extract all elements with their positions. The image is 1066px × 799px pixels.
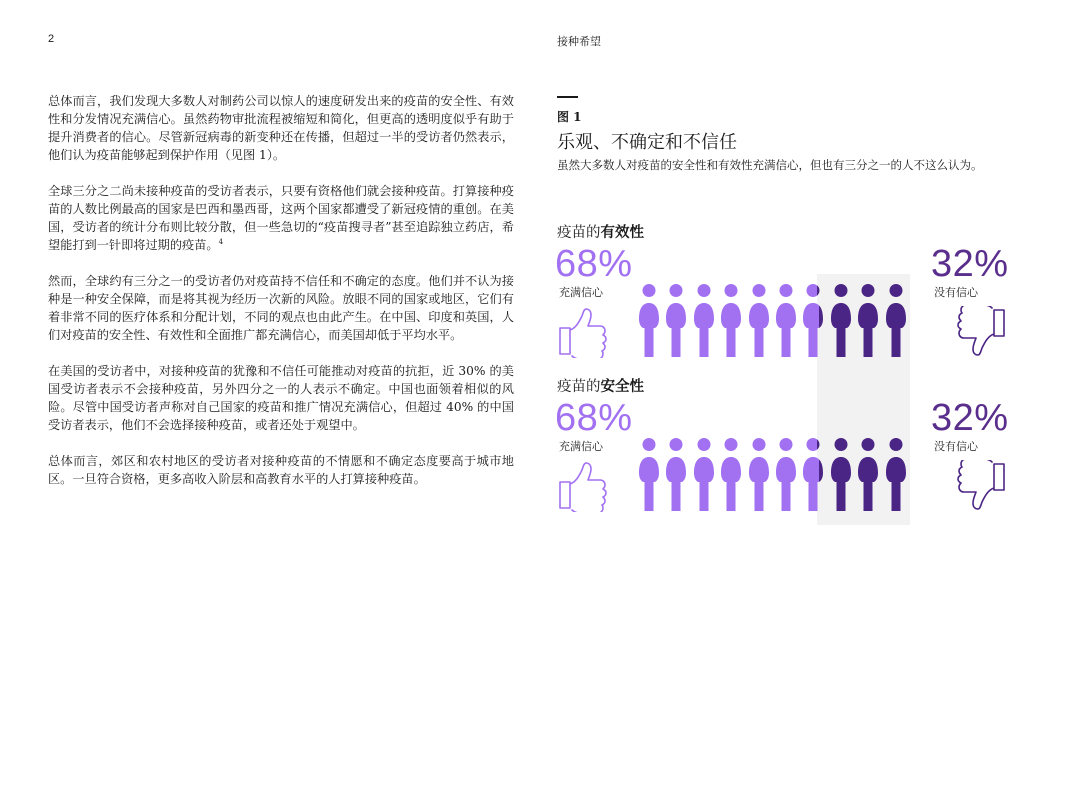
person-icon	[636, 284, 662, 364]
block-heading-safety	[557, 375, 644, 396]
people-pictogram-safety	[636, 438, 916, 518]
figure-title: 乐观、不确定和不信任	[557, 132, 737, 153]
person-icon	[718, 284, 744, 364]
footnote-ref: 4	[218, 237, 224, 246]
not-confident-percent: 32%	[931, 243, 1009, 285]
not-confident-label: 没有信心	[934, 440, 978, 453]
paragraph-3: 然而，全球约有三分之一的受访者仍对疫苗持不信任和不确定的态度。他们并不认为接种是一种安全保障，而是将其视为经历一次新的风险。放眼不同的国家或地区，它们有着非常不同的医疗体系和分配计划，不同的观点也由此产生。在中国、印度和英国，人们对疫苗的安全性、有效性和全面推广都充满信心，而美国却低于平均水平。	[48, 274, 514, 342]
paragraph-4: 在美国的受访者中，对接种疫苗的犹豫和不信任可能推动对疫苗的抗拒，近 30% 的美国受访者表示不会接种疫苗，另外四分之一的人表示不确定。中国也面领着相似的风险。尽管中国受访者声称对自己国家的疫苗和推广情况充满信心，但超过 40% 的中国受访者表示，他们不会选择接种疫苗，或者还处于观望中。	[48, 364, 514, 432]
figure-label: 图 1	[557, 110, 582, 124]
confident-label: 充满信心	[559, 440, 603, 453]
person-icon	[773, 284, 799, 364]
person-icon	[828, 284, 854, 364]
confident-label: 充满信心	[559, 286, 603, 299]
thumbs-down-icon	[957, 306, 1007, 358]
person-icon	[800, 284, 826, 364]
block-heading-prefix: 疫苗的	[557, 379, 601, 395]
block-heading-bold: 有效性	[600, 224, 644, 241]
person-icon	[636, 438, 662, 518]
person-icon	[746, 284, 772, 364]
figure-subtitle: 虽然大多数人对疫苗的安全性和有效性充满信心，但也有三分之一的人不这么认为。	[557, 158, 983, 172]
not-confident-percent: 32%	[931, 397, 1009, 439]
person-icon	[718, 438, 744, 518]
figure-rule	[557, 96, 578, 98]
body-text	[48, 92, 514, 506]
block-heading-prefix: 疫苗的	[557, 225, 601, 241]
person-icon	[663, 284, 689, 364]
confident-percent: 68%	[555, 243, 633, 285]
person-icon	[883, 284, 909, 364]
person-icon	[691, 438, 717, 518]
paragraph-2	[48, 182, 514, 254]
person-icon	[855, 284, 881, 364]
paragraph-1: 总体而言，我们发现大多数人对制药公司以惊人的速度研发出来的疫苗的安全性、有效性和分发情况充满信心。虽然药物审批流程被缩短和简化，但更高的透明度似乎有助于提升消费者的信心。尽管新冠病毒的新变种还在传播，但超过一半的受访者仍然表示，他们认为疫苗能够起到保护作用（见图 1）。	[48, 94, 514, 162]
person-icon	[773, 438, 799, 518]
person-icon	[691, 284, 717, 364]
thumbs-up-icon	[557, 306, 607, 358]
paragraph-5: 总体而言，郊区和农村地区的受访者对接种疫苗的不情愿和不确定态度要高于城市地区。一旦符合资格，更多高收入阶层和高教育水平的人打算接种疫苗。	[48, 454, 514, 486]
person-icon	[828, 438, 854, 518]
person-icon	[855, 438, 881, 518]
people-pictogram-efficacy	[636, 284, 916, 364]
thumbs-up-icon	[557, 460, 607, 512]
thumbs-down-icon	[957, 460, 1007, 512]
block-heading-efficacy	[557, 221, 644, 242]
person-icon	[746, 438, 772, 518]
person-icon	[883, 438, 909, 518]
person-icon	[663, 438, 689, 518]
block-heading-bold: 安全性	[600, 378, 644, 395]
not-confident-label: 没有信心	[934, 286, 978, 299]
person-icon	[800, 438, 826, 518]
page-number: 2	[48, 33, 55, 45]
paragraph-2-text: 全球三分之二尚未接种疫苗的受访者表示，只要有资格他们就会接种疫苗。打算接种疫苗的人数比例最高的国家是巴西和墨西哥，这两个国家都遭受了新冠疫情的重创。在美国，受访者的统计分布则比较分散，但一些急切的“疫苗搜寻者”甚至追踪独立药店，希望能打到一针即将过期的疫苗。	[48, 184, 514, 252]
confident-percent: 68%	[555, 397, 633, 439]
running-title: 接种希望	[557, 36, 601, 48]
